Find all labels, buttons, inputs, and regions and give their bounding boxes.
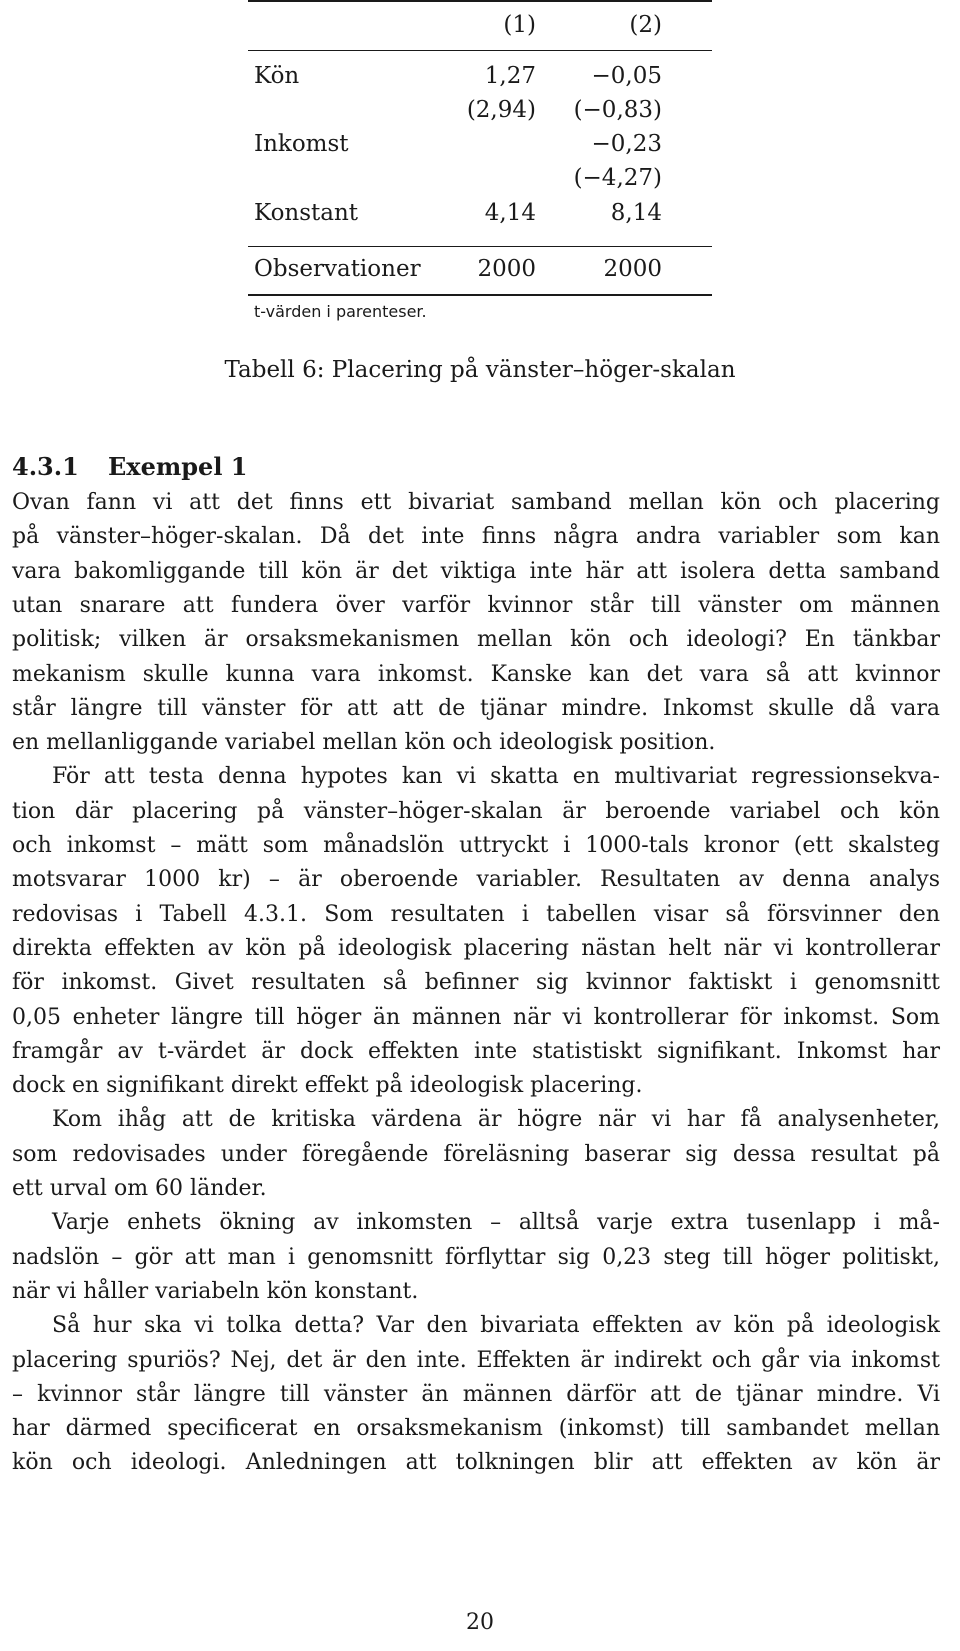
row-label: Kön bbox=[254, 63, 300, 89]
text-line: tion där placering på vänster–höger-skalan är beroende variabel och kön bbox=[12, 799, 940, 824]
table-row-observations bbox=[248, 252, 712, 286]
text-line: politisk; vilken är orsaksmekanismen mellan kön och ideologi? En tänkbar bbox=[12, 627, 940, 652]
text-line: nadslön – gör att man i genomsnitt förflyttar sig 0,23 steg till höger politiskt, bbox=[12, 1245, 940, 1270]
text-line: Så hur ska vi tolka detta? Var den bivariata effekten av kön på ideologisk bbox=[52, 1313, 940, 1338]
text-line: Ovan fann vi att det finns ett bivariat samband mellan kön och placering bbox=[12, 490, 940, 515]
page-number: 20 bbox=[466, 1610, 494, 1635]
text-line: Varje enhets ökning av inkomsten – alltså varje extra tusenlapp i må- bbox=[52, 1210, 940, 1235]
table-caption: Tabell 6: Placering på vänster–höger-skalan bbox=[224, 357, 736, 383]
table-header-row bbox=[248, 8, 712, 42]
text-line: och inkomst – mätt som månadslön uttryckt i 1000-tals kronor (ett skalsteg bbox=[12, 833, 940, 858]
text-line: framgår av t-värdet är dock effekten inte statistiskt signifikant. Inkomst har bbox=[12, 1039, 940, 1064]
text-line: utan snarare att fundera över varför kvinnor står till vänster om männen bbox=[12, 593, 940, 618]
table-header-rule bbox=[248, 50, 712, 51]
text-line: redovisas i Tabell 4.3.1. Som resultaten i tabellen visar så försvinner den bbox=[12, 902, 940, 927]
text-line: motsvarar 1000 kr) – är oberoende variabler. Resultaten av denna analys bbox=[12, 867, 940, 892]
table-top-rule bbox=[248, 0, 712, 2]
cell-col2: −0,05 bbox=[591, 63, 662, 89]
text-line: som redovisades under föregående föreläsning baserar sig dessa resultat på bbox=[12, 1142, 940, 1167]
cell-col2: −0,23 bbox=[591, 131, 662, 157]
cell-col2: (−4,27) bbox=[573, 165, 662, 191]
table-bottom-rule bbox=[248, 294, 712, 296]
text-line: mekanism skulle kunna vara inkomst. Kanske kan det vara så att kvinnor bbox=[12, 662, 940, 687]
text-line: För att testa denna hypotes kan vi skatta en multivariat regressionsekva- bbox=[52, 764, 940, 789]
text-line: – kvinnor står längre till vänster än männen därför att de tjänar mindre. Vi bbox=[12, 1382, 940, 1407]
table-row bbox=[248, 161, 712, 195]
text-line: på vänster–höger-skalan. Då det inte finns några andra variabler som kan bbox=[12, 524, 940, 549]
column-header-2: (2) bbox=[629, 12, 662, 38]
cell-col1: (2,94) bbox=[466, 97, 536, 123]
table-row bbox=[248, 93, 712, 127]
text-line: för inkomst. Givet resultaten så befinner sig kvinnor faktiskt i genomsnitt bbox=[12, 970, 940, 995]
cell-col1: 2000 bbox=[477, 256, 536, 282]
row-label: Inkomst bbox=[254, 131, 349, 157]
table-row bbox=[248, 196, 712, 230]
cell-col2: 8,14 bbox=[610, 200, 662, 226]
text-line: vara bakomliggande till kön är det viktiga inte här att isolera detta samband bbox=[12, 559, 940, 584]
section-title: Exempel 1 bbox=[108, 452, 248, 481]
row-label: Konstant bbox=[254, 200, 359, 226]
text-line: kön och ideologi. Anledningen att tolkningen blir att effekten av kön är bbox=[12, 1450, 940, 1475]
cell-col2: 2000 bbox=[603, 256, 662, 282]
table-note: t-värden i parenteser. bbox=[254, 302, 427, 321]
section-heading bbox=[12, 452, 248, 481]
cell-col2: (−0,83) bbox=[573, 97, 662, 123]
text-line: Kom ihåg att de kritiska värdena är högre när vi har få analysenheter, bbox=[52, 1107, 940, 1132]
text-line: står längre till vänster för att att de tjänar mindre. Inkomst skulle då vara bbox=[12, 696, 940, 721]
text-line: direkta effekten av kön på ideologisk placering nästan helt när vi kontrollerar bbox=[12, 936, 940, 961]
text-line: har därmed specificerat en orsaksmekanism (inkomst) till sambandet mellan bbox=[12, 1416, 940, 1441]
text-line: placering spuriös? Nej, det är den inte. Effekten är indirekt och går via inkomst bbox=[12, 1348, 940, 1373]
text-line: när vi håller variabeln kön konstant. bbox=[12, 1279, 419, 1304]
cell-col1: 4,14 bbox=[484, 200, 536, 226]
text-line: 0,05 enheter längre till höger än männen när vi kontrollerar för inkomst. Som bbox=[12, 1005, 940, 1030]
row-label: Observationer bbox=[254, 256, 421, 282]
column-header-1: (1) bbox=[503, 12, 536, 38]
table-row bbox=[248, 127, 712, 161]
table-obs-rule bbox=[248, 246, 712, 247]
text-line: ett urval om 60 länder. bbox=[12, 1176, 267, 1201]
text-line: dock en signifikant direkt effekt på ideologisk placering. bbox=[12, 1073, 643, 1098]
cell-col1: 1,27 bbox=[484, 63, 536, 89]
text-line: en mellanliggande variabel mellan kön och ideologisk position. bbox=[12, 730, 716, 755]
section-number: 4.3.1 bbox=[12, 452, 79, 481]
table-row bbox=[248, 59, 712, 93]
